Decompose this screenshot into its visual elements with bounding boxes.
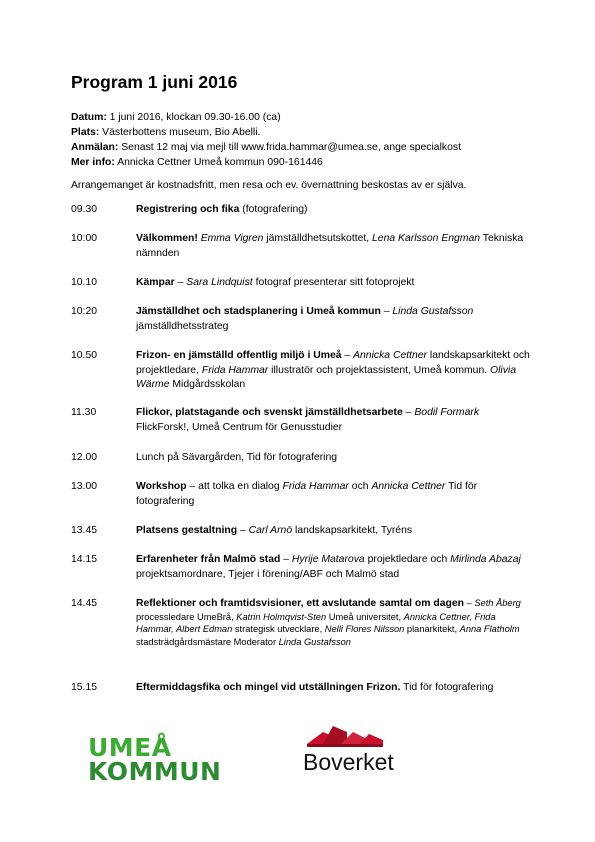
schedule-text-segment: – <box>341 350 354 361</box>
schedule-text-segment: – <box>280 554 292 565</box>
schedule-text-segment: processledare UmeBrå, <box>136 611 237 622</box>
schedule-text <box>136 553 531 582</box>
schedule-text-segment: Eftermiddagsfika och mingel vid utställningen Frizon. <box>136 682 401 693</box>
schedule-text <box>136 406 531 435</box>
schedule-text-segment: Lena Karlsson Engman <box>372 233 481 244</box>
schedule-text-segment: landskapsarkitekt, Tyréns <box>292 525 413 536</box>
schedule-text-segment: jämställdhetsutskottet, <box>263 233 373 244</box>
umea-logo-line1: UMEÅ <box>88 733 172 762</box>
schedule-text-segment: Tid för fotografering <box>136 481 478 507</box>
schedule-time: 11.30 <box>71 407 97 418</box>
schedule-text-segment: Bodil Formark <box>414 407 480 418</box>
schedule-text <box>136 232 531 261</box>
schedule-text-segment: Workshop <box>136 481 187 492</box>
schedule-time: 10.50 <box>71 350 98 361</box>
schedule-text-segment: Reflektioner och framtidsvisioner, ett avslutande samtal om dagen <box>136 598 464 609</box>
schedule-text-segment: och <box>348 481 372 492</box>
schedule-text-segment: Platsens gestaltning <box>136 525 238 536</box>
schedule-text <box>136 524 531 539</box>
page-title: Program 1 juni 2016 <box>71 72 238 92</box>
schedule-text <box>136 480 531 509</box>
schedule-text-segment: Hyrije Matarova <box>291 554 365 565</box>
schedule-text-segment: Annicka Cettner, Frida Hammar, Albert Edman <box>136 611 496 635</box>
umea-logo-line2: KOMMUN <box>88 757 222 786</box>
schedule-text-segment: strategisk utvecklare, <box>232 624 325 635</box>
schedule-text-segment: Anna Flatholm <box>459 624 520 635</box>
schedule-text-segment: jämställdhetsstrateg <box>136 320 229 332</box>
schedule-text-segment: – <box>237 525 249 536</box>
schedule-time: 10:20 <box>71 306 98 317</box>
info-datum: Datum: 1 juni 2016, klockan 09.30-16.00 (ca) <box>71 112 281 123</box>
schedule-text-segment: projektledare och <box>364 554 451 565</box>
schedule-text-segment: Olivia Wärme <box>136 364 516 391</box>
schedule-text-segment: Midgårdsskolan <box>169 379 246 391</box>
schedule-time: 14.15 <box>71 554 98 565</box>
umea-kommun-logo <box>88 733 222 786</box>
schedule-text-segment: – <box>402 407 415 418</box>
schedule-text-segment: Lunch på Sävargården, Tid för fotografering <box>136 452 338 463</box>
schedule-text-segment: landskapsarkitekt och projektledare, <box>136 350 530 376</box>
schedule-text-segment: Carl Arnö <box>248 525 293 536</box>
schedule-time: 10.10 <box>71 277 98 288</box>
schedule-text-segment: Annicka Cettner <box>371 481 446 492</box>
schedule-text-segment: FlickForsk!, Umeå Centrum för Genusstudier <box>136 421 343 433</box>
boverket-logo <box>303 722 413 777</box>
boverket-wordmark: Boverket <box>303 749 394 775</box>
schedule-text-segment: – att tolka en dialog <box>186 481 283 492</box>
schedule-text-segment: Kämpar <box>136 277 175 288</box>
schedule-text-segment: Tid för fotografering <box>400 682 494 693</box>
schedule-text <box>136 276 531 291</box>
schedule-text <box>136 203 531 218</box>
schedule-text-segment: planarkitekt, <box>404 624 460 635</box>
schedule-text <box>136 597 531 648</box>
schedule-text-segment: (fotografering) <box>239 204 308 215</box>
schedule-text-segment: stadsträdgårdsmästare Moderator <box>136 636 279 647</box>
schedule-text-segment: Seth Åberg <box>474 598 521 608</box>
schedule-text-segment: Mirlinda Abazaj <box>450 554 521 565</box>
schedule-text-segment: Flickor, platstagande och svenskt jämställdhetsarbete <box>136 407 403 418</box>
boverket-roof-icon <box>303 722 413 752</box>
schedule-text-segment: illustratör och projektassistent, Umeå kommun. <box>268 364 491 376</box>
schedule-text-segment: – <box>463 598 475 608</box>
schedule-text <box>136 681 531 696</box>
schedule-text <box>136 451 531 466</box>
schedule-text-segment: Annicka Cettner <box>353 350 428 361</box>
schedule-time: 14.45 <box>71 598 98 609</box>
schedule-text-segment: Välkommen! <box>136 233 198 244</box>
schedule-text-segment: – <box>380 306 393 317</box>
schedule-text-segment: Registrering och fika <box>136 204 240 215</box>
schedule-text-segment: Sara Lindquist <box>186 277 253 288</box>
schedule-text-segment: Nelli Flores Nilsson <box>324 624 405 635</box>
cost-note: Arrangemanget är kostnadsfritt, men resa och ev. övernattning beskostas av er själva. <box>71 180 467 191</box>
schedule-text-segment: Linda Gustafsson <box>278 636 351 647</box>
schedule-time: 12.00 <box>71 452 98 463</box>
schedule-time: 13.00 <box>71 481 98 492</box>
schedule-text-segment: – <box>174 277 187 288</box>
schedule-text-segment: Umeå universitet, <box>326 611 404 622</box>
schedule-text-segment: projektsamordnare, Tjejer i förening/ABF och Malmö stad <box>136 568 400 580</box>
schedule-text-segment: Emma Vigren <box>200 233 264 244</box>
info-plats: Plats: Västerbottens museum, Bio Abelli. <box>71 127 261 138</box>
schedule-text-segment: Frida Hammar <box>282 481 349 492</box>
info-merinfo: Mer info: Annicka Cettner Umeå kommun 090-161446 <box>71 157 323 168</box>
schedule-text-segment: Jämställdhet och stadsplanering i Umeå kommun <box>136 306 381 317</box>
schedule-text-segment: Tekniska nämnden <box>136 233 524 259</box>
schedule-text-segment: Frida Hammar <box>201 364 269 376</box>
schedule-time: 10:00 <box>71 233 98 244</box>
schedule-text-segment: Frizon- en jämställd offentlig miljö i Umeå <box>136 350 342 361</box>
schedule-text-segment: Erfarenheter från Malmö stad <box>136 554 281 565</box>
schedule-text <box>136 305 531 334</box>
schedule-text-segment: fotograf presenterar sitt fotoprojekt <box>252 277 415 288</box>
schedule-text-segment: Linda Gustafsson <box>392 306 474 317</box>
info-anmalan: Anmälan: Senast 12 maj via mejl till www.frida.hammar@umea.se, ange specialkost <box>71 142 461 153</box>
schedule-time: 15.15 <box>71 682 98 693</box>
schedule-time: 13.45 <box>71 525 98 536</box>
schedule-text-segment: Katrin Holmqvist-Sten <box>236 611 327 622</box>
schedule-time: 09.30 <box>71 204 98 215</box>
event-info <box>71 110 461 170</box>
schedule-text <box>136 349 531 393</box>
